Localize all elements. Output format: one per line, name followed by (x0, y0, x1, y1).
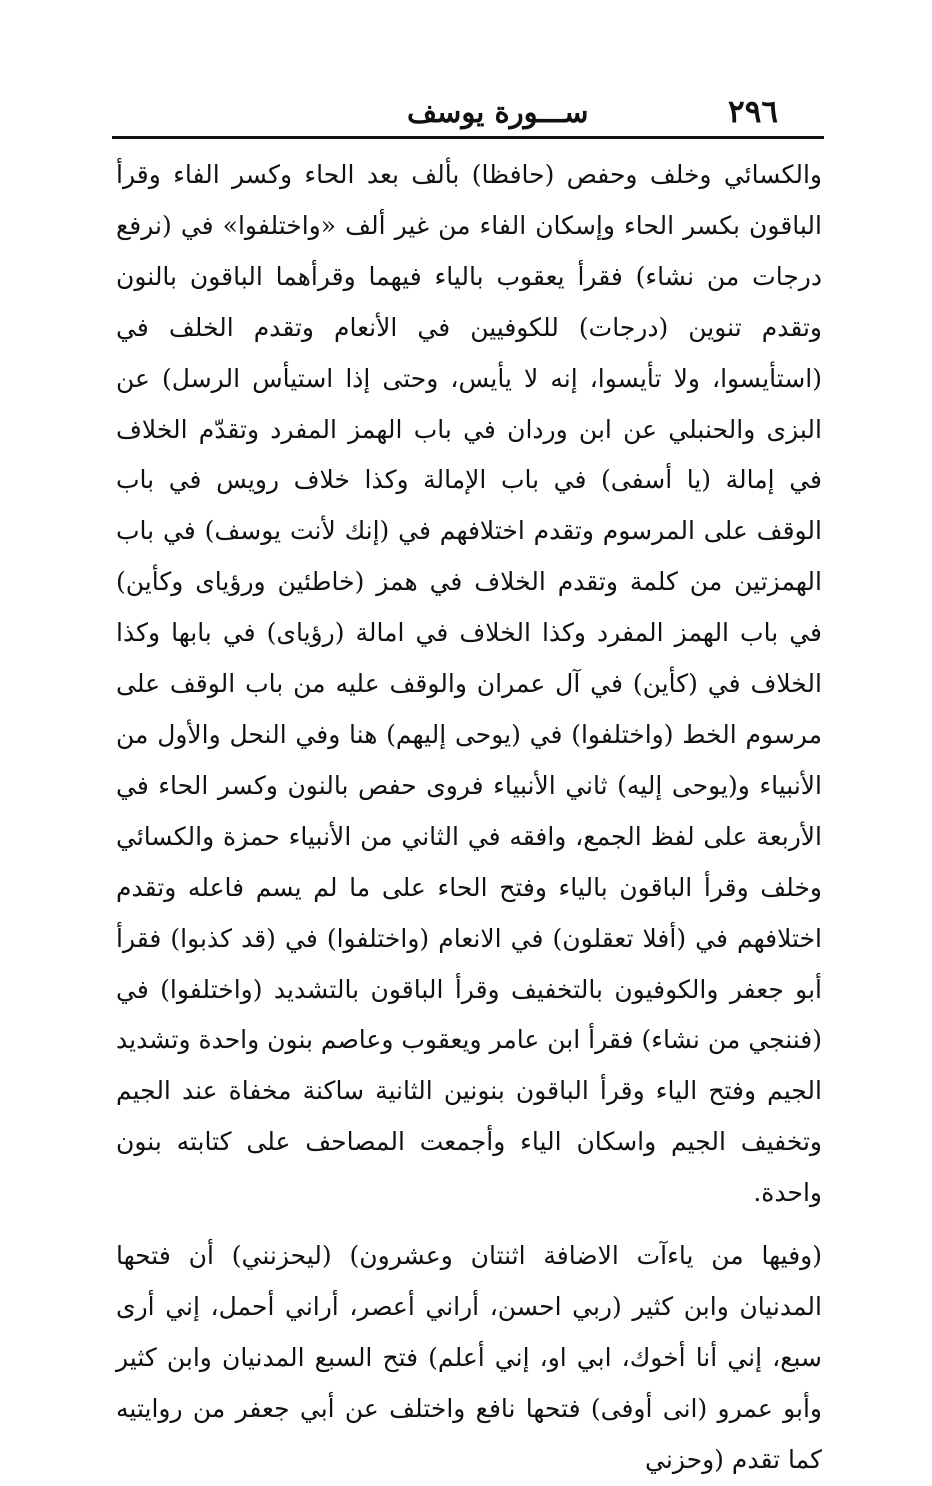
page-body (116, 150, 822, 1486)
page-header (112, 92, 820, 132)
paragraph: (وفيها من ياءآت الاضافة اثنتان وعشرون) (ليحزنني) أن فتحها المدنيان وابن كثير (ربي احسن، أراني أعصر، أراني أحمل، إني أرى سبع، إني أنا أخوك، ابي او، إني أعلم) فتح السبع المدنيان وابن كثير وأبو عمرو (انى أوفى) فتحها نافع واختلف عن أبي جعفر من روايتيه كما تقدم (وحزني (116, 1241, 822, 1474)
running-title: ســـورة يوسف (407, 95, 589, 129)
header-rule (112, 136, 824, 139)
paragraph: والكسائي وخلف وحفص (حافظا) بألف بعد الحاء وكسر الفاء وقرأ الباقون بكسر الحاء وإسكان الفاء من غير ألف «واختلفوا» في (نرفع درجات من نشاء) فقرأ يعقوب بالياء فيهما وقرأهما الباقون بالنون وتقدم تنوين (درجات) للكوفيين في الأنعام وتقدم الخلف في (استأيسوا، ولا تأيسوا، إنه لا يأيس، وحتى إذا استيأس الرسل) عن البزى والحنبلي عن ابن وردان في باب الهمز المفرد وتقدّم الخلاف في إمالة (يا أسفى) في باب الإمالة وكذا خلاف رويس في باب الوقف على المرسوم وتقدم اختلافهم في (إنك لأنت يوسف) في باب الهمزتين من كلمة وتقدم الخلاف في همز (خاطئين ورؤياى وكأين) في باب الهمز المفرد وكذا الخلاف في امالة (رؤياى) في بابها وكذا الخلاف في (كأين) في آل عمران والوقف عليه من باب الوقف على مرسوم الخط (واختلفوا) في (يوحى إليهم) هنا وفي النحل والأول من الأنبياء و(يوحى إليه) ثاني الأنبياء فروى حفص بالنون وكسر الحاء في الأربعة على لفظ الجمع، وافقه في الثاني من الأنبياء حمزة والكسائي وخلف وقرأ الباقون بالياء وفتح الحاء على ما لم يسم فاعله وتقدم اختلافهم في (أفلا تعقلون) في الانعام (واختلفوا) في (قد كذبوا) فقرأ أبو جعفر والكوفيون بالتخفيف وقرأ الباقون بالتشديد (واختلفوا) في (فننجي من نشاء) فقرأ ابن عامر ويعقوب وعاصم بنون واحدة وتشديد الجيم وفتح الياء وقرأ الباقون بنونين الثانية ساكنة مخفاة عند الجيم وتخفيف الجيم واسكان الياء وأجمعت المصاحف على كتابته بنون واحدة. (116, 160, 823, 1208)
page-number: ٢٩٦ (728, 94, 778, 130)
